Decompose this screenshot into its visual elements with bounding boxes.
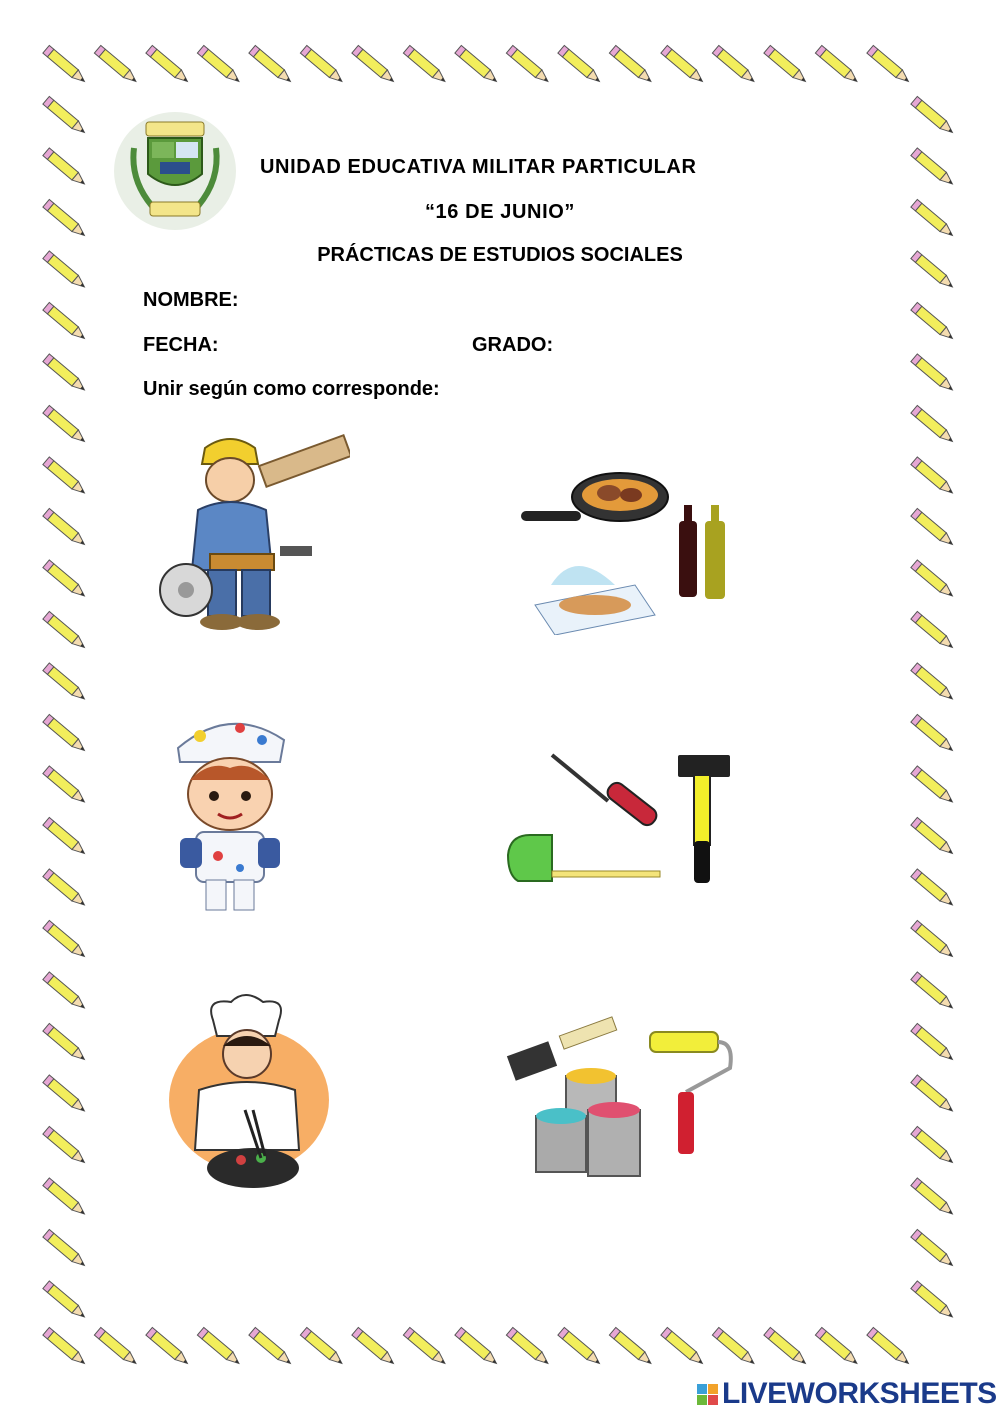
pencil-icon <box>911 869 956 909</box>
liveworksheets-logo-icon <box>697 1384 718 1405</box>
pencil-icon <box>911 1075 956 1115</box>
pencil-icon <box>403 1327 448 1367</box>
pencil-icon <box>911 405 956 445</box>
pencil-icon <box>403 45 448 85</box>
pencil-icon <box>815 1327 860 1367</box>
grade-label: GRADO: <box>472 334 554 356</box>
pencil-icon <box>43 45 88 85</box>
pencil-icon <box>43 508 88 548</box>
pencil-icon <box>43 148 88 188</box>
pencil-icon <box>911 714 956 754</box>
pencil-icon <box>911 1126 956 1166</box>
pencil-icon <box>43 302 88 342</box>
pencil-icon <box>712 45 757 85</box>
pencil-icon <box>911 457 956 497</box>
pencil-icon <box>609 1327 654 1367</box>
school-motto: “16 DE JUNIO” <box>424 201 576 223</box>
pencil-icon <box>43 1126 88 1166</box>
pencil-icon <box>911 817 956 857</box>
pencil-icon <box>352 45 397 85</box>
pencil-icon <box>43 817 88 857</box>
pencil-icon <box>43 920 88 960</box>
pencil-icon <box>43 1178 88 1218</box>
name-label: NOMBRE: <box>143 289 239 311</box>
paint-supplies-illustration[interactable] <box>500 1012 740 1192</box>
worksheet-subject: PRÁCTICAS DE ESTUDIOS SOCIALES <box>317 244 683 266</box>
pencil-icon <box>43 714 88 754</box>
pencil-icon <box>911 508 956 548</box>
pencil-icon <box>911 96 956 136</box>
pencil-icon <box>352 1327 397 1367</box>
pencil-icon <box>43 1327 88 1367</box>
pencil-icon <box>911 611 956 651</box>
pencil-icon <box>911 560 956 600</box>
pencil-icon <box>94 1327 139 1367</box>
pencil-icon <box>911 1178 956 1218</box>
pencil-icon <box>146 45 191 85</box>
pencil-icon <box>815 45 860 85</box>
pencil-icon <box>911 354 956 394</box>
pencil-icon <box>867 1327 912 1367</box>
pencil-icon <box>911 1023 956 1063</box>
pencil-icon <box>558 45 603 85</box>
brand-name: LIVEWORKSHEETS <box>722 1377 997 1410</box>
kitchen-items-illustration[interactable] <box>515 455 755 635</box>
pencil-icon <box>43 1075 88 1115</box>
pencil-icon <box>661 45 706 85</box>
liveworksheets-brand[interactable] <box>697 1374 997 1414</box>
pencil-icon <box>43 96 88 136</box>
carpenter-illustration[interactable] <box>150 430 350 640</box>
pencil-icon <box>712 1327 757 1367</box>
pencil-icon <box>43 560 88 600</box>
pencil-icon <box>43 1281 88 1321</box>
pencil-icon <box>249 1327 294 1367</box>
pencil-icon <box>43 354 88 394</box>
pencil-icon <box>455 45 500 85</box>
pencil-icon <box>764 45 809 85</box>
pencil-icon <box>43 405 88 445</box>
pencil-icon <box>764 1327 809 1367</box>
pencil-icon <box>43 1229 88 1269</box>
pencil-icon <box>43 611 88 651</box>
pencil-icon <box>911 663 956 703</box>
school-name: UNIDAD EDUCATIVA MILITAR PARTICULAR <box>260 156 697 178</box>
pencil-icon <box>911 302 956 342</box>
pencil-icon <box>911 148 956 188</box>
pencil-icon <box>506 1327 551 1367</box>
pencil-icon <box>867 45 912 85</box>
tools-illustration[interactable] <box>500 745 740 895</box>
pencil-icon <box>43 663 88 703</box>
pencil-icon <box>911 920 956 960</box>
pencil-icon <box>911 766 956 806</box>
pencil-icon <box>506 45 551 85</box>
pencil-icon <box>609 45 654 85</box>
pencil-icon <box>146 1327 191 1367</box>
pencil-icon <box>94 45 139 85</box>
pencil-icon <box>661 1327 706 1367</box>
pencil-icon <box>249 45 294 85</box>
pencil-icon <box>300 45 345 85</box>
pencil-icon <box>558 1327 603 1367</box>
pencil-icon <box>455 1327 500 1367</box>
pencil-icon <box>911 1281 956 1321</box>
pencil-icon <box>197 1327 242 1367</box>
chef-illustration[interactable] <box>165 990 335 1205</box>
date-label: FECHA: <box>143 334 219 356</box>
pencil-icon <box>43 869 88 909</box>
painter-boy-illustration[interactable] <box>170 710 300 920</box>
pencil-icon <box>300 1327 345 1367</box>
pencil-icon <box>197 45 242 85</box>
pencil-icon <box>43 766 88 806</box>
pencil-icon <box>911 972 956 1012</box>
pencil-icon <box>911 1229 956 1269</box>
pencil-icon <box>43 1023 88 1063</box>
instruction-text: Unir según como corresponde: <box>143 378 440 400</box>
pencil-icon <box>43 972 88 1012</box>
pencil-icon <box>43 457 88 497</box>
